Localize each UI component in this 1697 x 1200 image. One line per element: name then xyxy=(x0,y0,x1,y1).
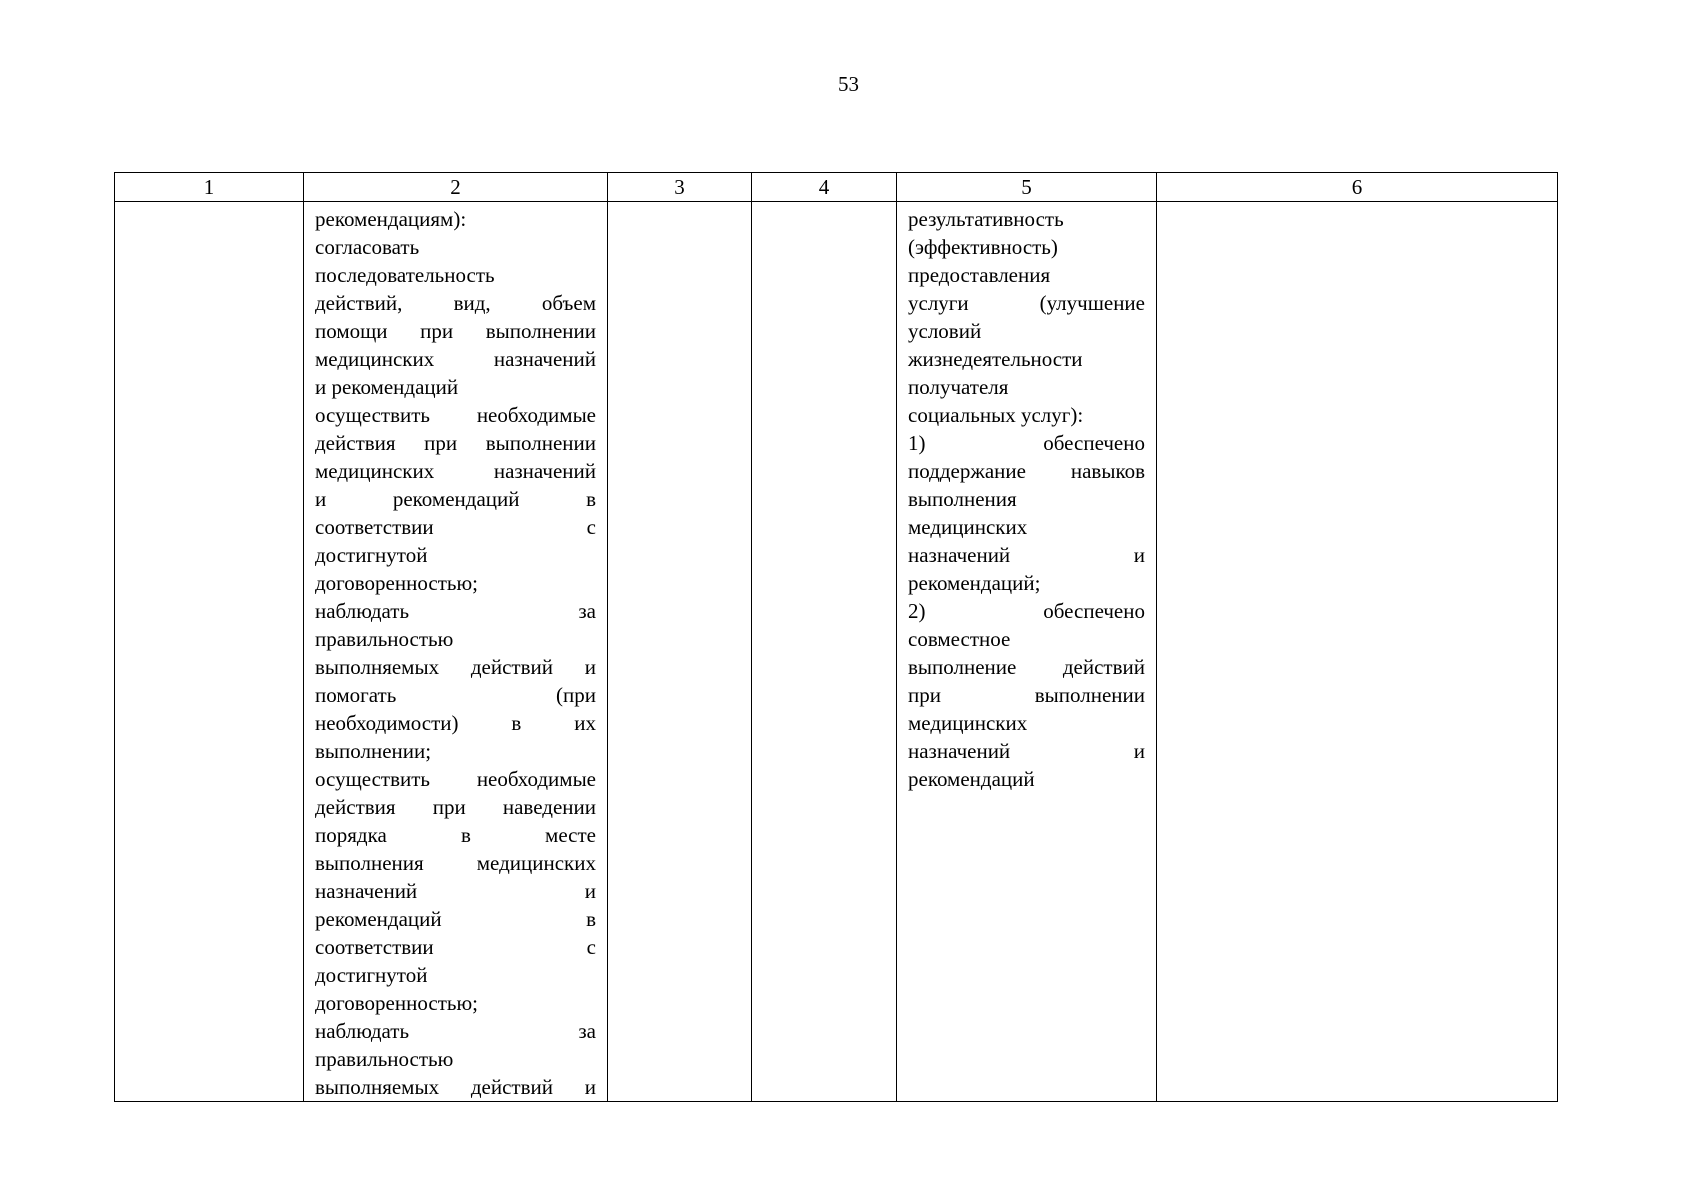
cell-col-5 xyxy=(897,202,1157,1102)
text-line: медицинских назначений xyxy=(315,459,596,483)
text-line: рекомендациям): xyxy=(315,207,467,231)
text-line: выполняемых действий и xyxy=(315,655,596,679)
text-line: получателя xyxy=(908,375,1009,399)
text-line: назначений и xyxy=(908,543,1145,567)
text-line: рекомендаций в xyxy=(315,907,596,931)
text-line: осуществить необходимые xyxy=(315,767,596,791)
page-number: 53 xyxy=(838,72,859,96)
cell-col-1 xyxy=(115,202,304,1102)
header-cell-5: 5 xyxy=(897,173,1157,202)
text-line: (эффективность) xyxy=(908,235,1058,259)
text-line: назначений и xyxy=(908,739,1145,763)
text-line: совместное xyxy=(908,627,1011,651)
text-line: осуществить необходимые xyxy=(315,403,596,427)
text-line: достигнутой xyxy=(315,543,428,567)
text-line: 1) обеспечено xyxy=(908,431,1145,455)
text-line: последовательность xyxy=(315,263,495,287)
text-line: выполнения медицинских xyxy=(315,851,596,875)
text-line: социальных услуг): xyxy=(908,403,1084,427)
text-line: услуги (улучшение xyxy=(908,291,1145,315)
text-line: наблюдать за xyxy=(315,1019,596,1043)
cell-col-2 xyxy=(304,202,608,1102)
header-cell-6: 6 xyxy=(1157,173,1558,202)
text-line: порядка в месте xyxy=(315,823,596,847)
text-line: 2) обеспечено xyxy=(908,599,1145,623)
text-line: поддержание навыков xyxy=(908,459,1145,483)
text-line: необходимости) в их xyxy=(315,711,596,735)
text-line: правильностью xyxy=(315,1047,454,1071)
text-line: и рекомендаций xyxy=(315,375,459,399)
text-line: медицинских xyxy=(908,711,1028,735)
text-line: жизнедеятельности xyxy=(908,347,1083,371)
cell-col-3 xyxy=(608,202,752,1102)
text-line: при выполнении xyxy=(908,683,1145,707)
text-line: рекомендаций xyxy=(908,767,1035,791)
text-line: рекомендаций; xyxy=(908,571,1041,595)
text-line: действия при выполнении xyxy=(315,431,596,455)
text-line: правильностью xyxy=(315,627,454,651)
text-line: действий, вид, объем xyxy=(315,291,596,315)
header-cell-2: 2 xyxy=(304,173,608,202)
col-5-text xyxy=(897,202,1156,793)
text-line: достигнутой xyxy=(315,963,428,987)
text-line: выполнении; xyxy=(315,739,432,763)
text-line: наблюдать за xyxy=(315,599,596,623)
text-line: выполнение действий xyxy=(908,655,1145,679)
services-table xyxy=(114,172,1558,1102)
text-line: помощи при выполнении xyxy=(315,319,596,343)
text-line: согласовать xyxy=(315,235,420,259)
text-line: и рекомендаций в xyxy=(315,487,596,511)
text-line: выполняемых действий и xyxy=(315,1075,596,1099)
text-line: выполнения xyxy=(908,487,1017,511)
text-line: действия при наведении xyxy=(315,795,596,819)
cell-col-4 xyxy=(752,202,897,1102)
text-line: предоставления xyxy=(908,263,1051,287)
header-cell-1: 1 xyxy=(115,173,304,202)
header-cell-4: 4 xyxy=(752,173,897,202)
col-2-text xyxy=(304,202,607,1101)
text-line: условий xyxy=(908,319,982,343)
text-line: соответствии с xyxy=(315,515,596,539)
text-line: соответствии с xyxy=(315,935,596,959)
table-row xyxy=(115,202,1558,1102)
text-line: договоренностью; xyxy=(315,991,478,1015)
text-line: результативность xyxy=(908,207,1064,231)
text-line: помогать (при xyxy=(315,683,596,707)
table-header-row xyxy=(115,173,1558,202)
text-line: медицинских назначений xyxy=(315,347,596,371)
header-cell-3: 3 xyxy=(608,173,752,202)
text-line: договоренностью; xyxy=(315,571,478,595)
cell-col-6 xyxy=(1157,202,1558,1102)
text-line: назначений и xyxy=(315,879,596,903)
text-line: медицинских xyxy=(908,515,1028,539)
